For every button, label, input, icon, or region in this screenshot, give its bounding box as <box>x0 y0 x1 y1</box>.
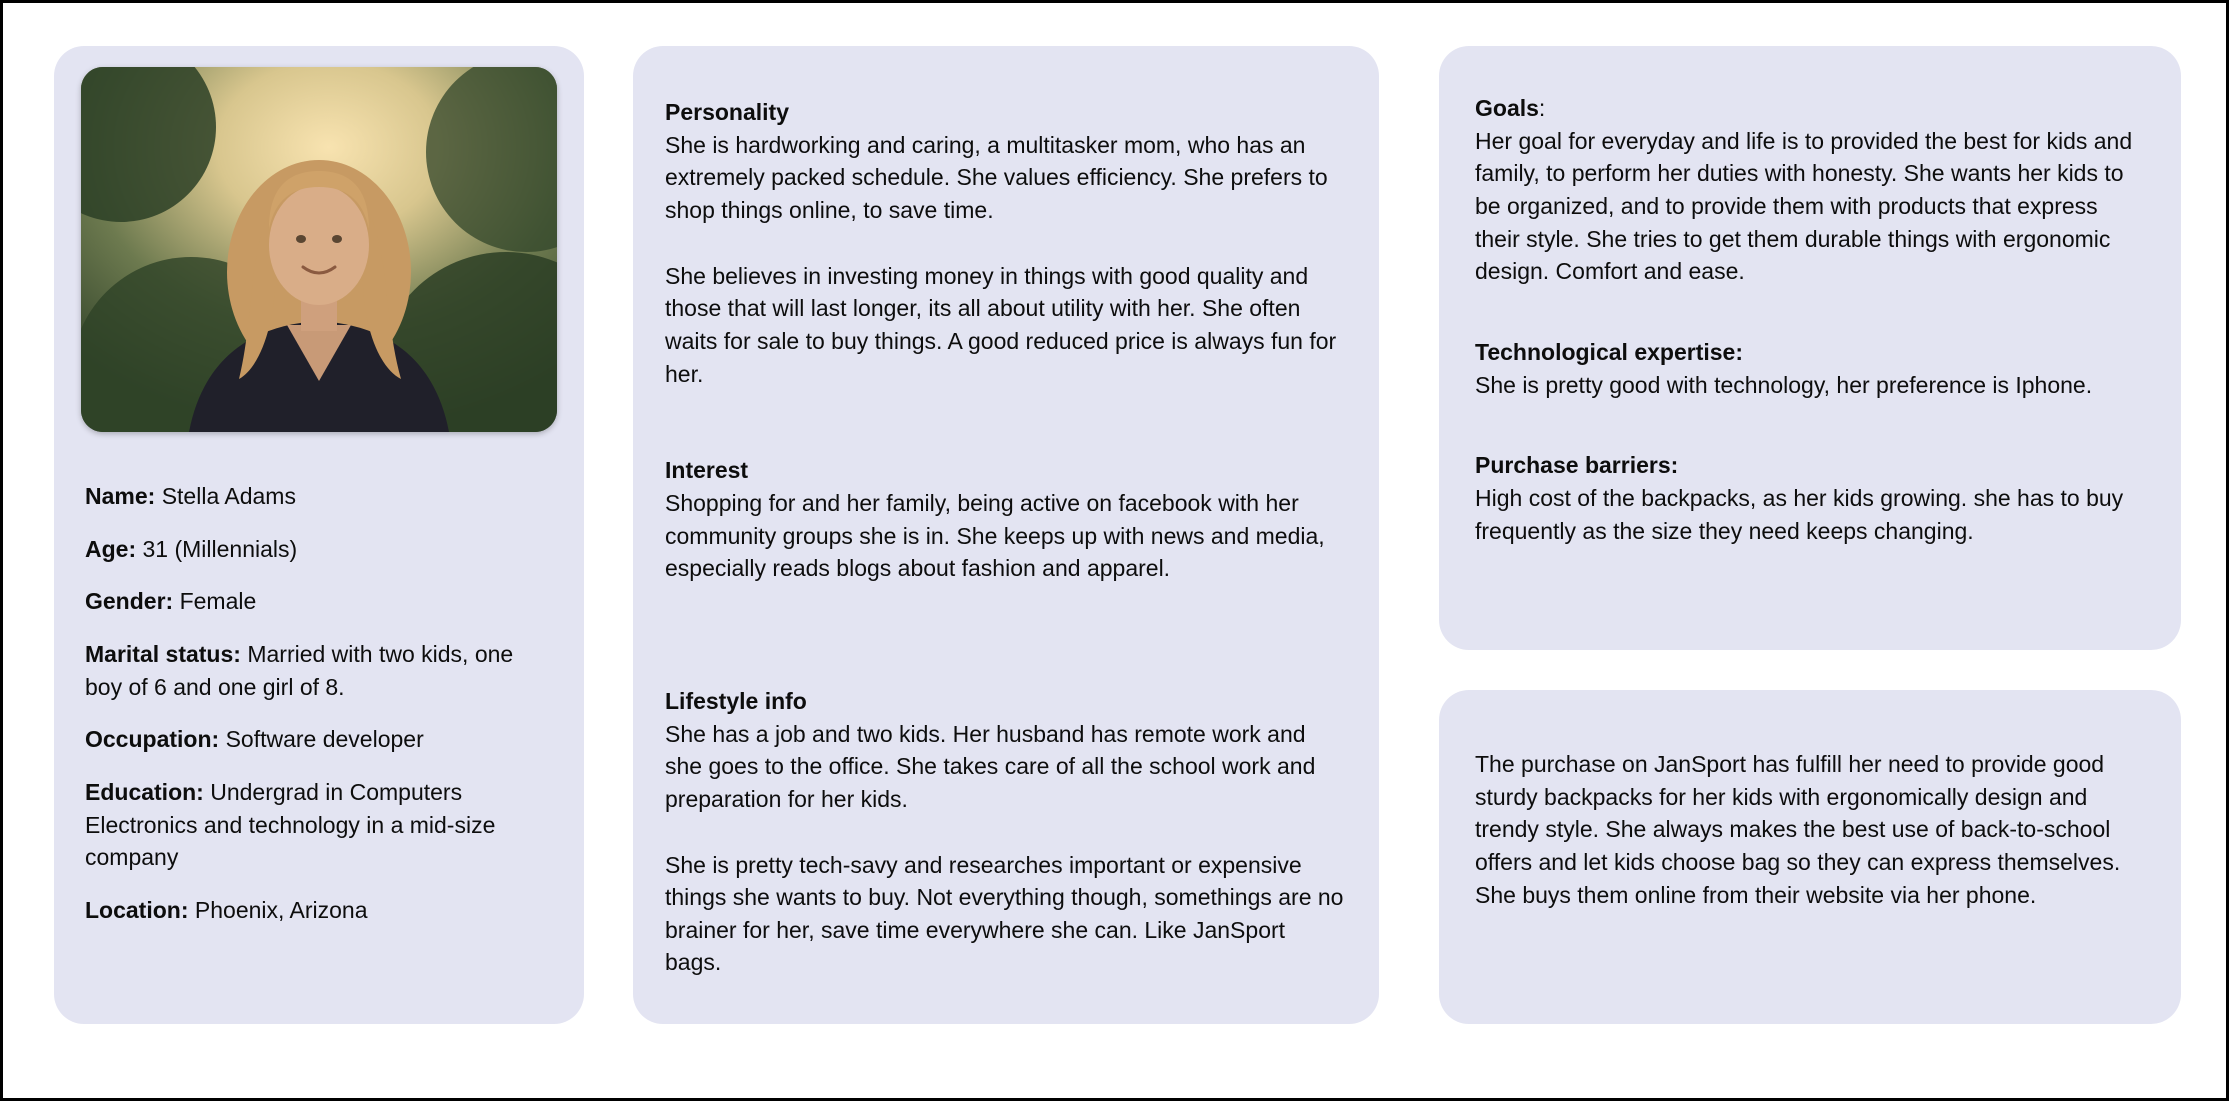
lifestyle-paragraph-1: She has a job and two kids. Her husband has remote work and she goes to the office. She takes care of all the school work and preparation for her kids. <box>665 720 1316 812</box>
technological-expertise-heading: Technological expertise: <box>1475 338 1743 365</box>
profile-field-age: Age: 31 (Millennials) <box>85 535 298 562</box>
profile-field-marital-status: Marital status: Married with two kids, one boy of 6 and one girl of 8. <box>85 640 514 700</box>
purchase-barriers-heading: Purchase barriers: <box>1475 452 1679 479</box>
section-lifestyle-info <box>665 685 1345 979</box>
profile-field-name: Name: Stella Adams <box>85 483 296 509</box>
interest-heading: Interest <box>665 457 749 484</box>
profile-field-gender: Gender: Female <box>85 588 257 615</box>
persona-insights-card <box>1439 46 2181 650</box>
profile-field-occupation: Occupation: Software developer <box>85 726 424 753</box>
purchase-barriers-paragraph-1: High cost of the backpacks, as her kids growing. she has to buy frequently as the size they need keeps changing. <box>1475 484 2124 544</box>
profile-fields <box>81 480 557 927</box>
section-purchase-summary <box>1475 748 2143 911</box>
personality-paragraph-2: She believes in investing money in things with good quality and those that will last longer, its all about utility with her. She often waits for sale to buy things. A good reduced price is always fun for her. <box>665 262 1337 387</box>
section-technological-expertise <box>1475 336 2145 401</box>
purchase-summary-paragraph: The purchase on JanSport has fulfill her need to provide good sturdy backpacks for her kids with ergonomically design and trendy style. She always makes the best use of back-to-school offers and let kids choose bag so they can express themselves. She buys them online from their website via her phone. <box>1475 751 2121 908</box>
technological-expertise-paragraph-1: She is pretty good with technology, her preference is Iphone. <box>1475 371 2093 398</box>
personality-heading: Personality <box>665 99 789 125</box>
purchase-summary-card <box>1439 690 2181 1024</box>
section-goals <box>1475 92 2145 288</box>
interest-paragraph-1: Shopping for and her family, being active on facebook with her community groups she is in. She keeps up with news and media, especially reads blogs about fashion and apparel. <box>665 489 1325 582</box>
profile-field-location: Location: Phoenix, Arizona <box>85 896 368 923</box>
lifestyle-paragraph-2: She is pretty tech-savy and researches important or expensive things she wants to buy. Not everything though, somethings are no brainer for her, save time everywhere she can. Like JanSport bags. <box>665 851 1344 976</box>
goals-heading: Goals: <box>1475 95 1546 121</box>
section-interest <box>665 454 1345 585</box>
profile-field-education: Education: Undergrad in Computers Electronics and technology in a mid-size company <box>85 778 496 871</box>
persona-details-card <box>633 46 1379 1024</box>
persona-photo <box>81 67 557 432</box>
section-purchase-barriers <box>1475 449 2145 547</box>
profile-card <box>54 46 584 1024</box>
lifestyle-heading: Lifestyle info <box>665 687 807 714</box>
section-personality <box>665 96 1345 390</box>
personality-paragraph-1: She is hardworking and caring, a multitasker mom, who has an extremely packed schedule. She values efficiency. She prefers to shop things online, to save time. <box>665 131 1328 223</box>
goals-paragraph-1: Her goal for everyday and life is to provided the best for kids and family, to perform her duties with honesty. She wants her kids to be organized, and to provide them with products that express their style. She tries to get them durable things with ergonomic design. Comfort and ease. <box>1475 127 2133 285</box>
